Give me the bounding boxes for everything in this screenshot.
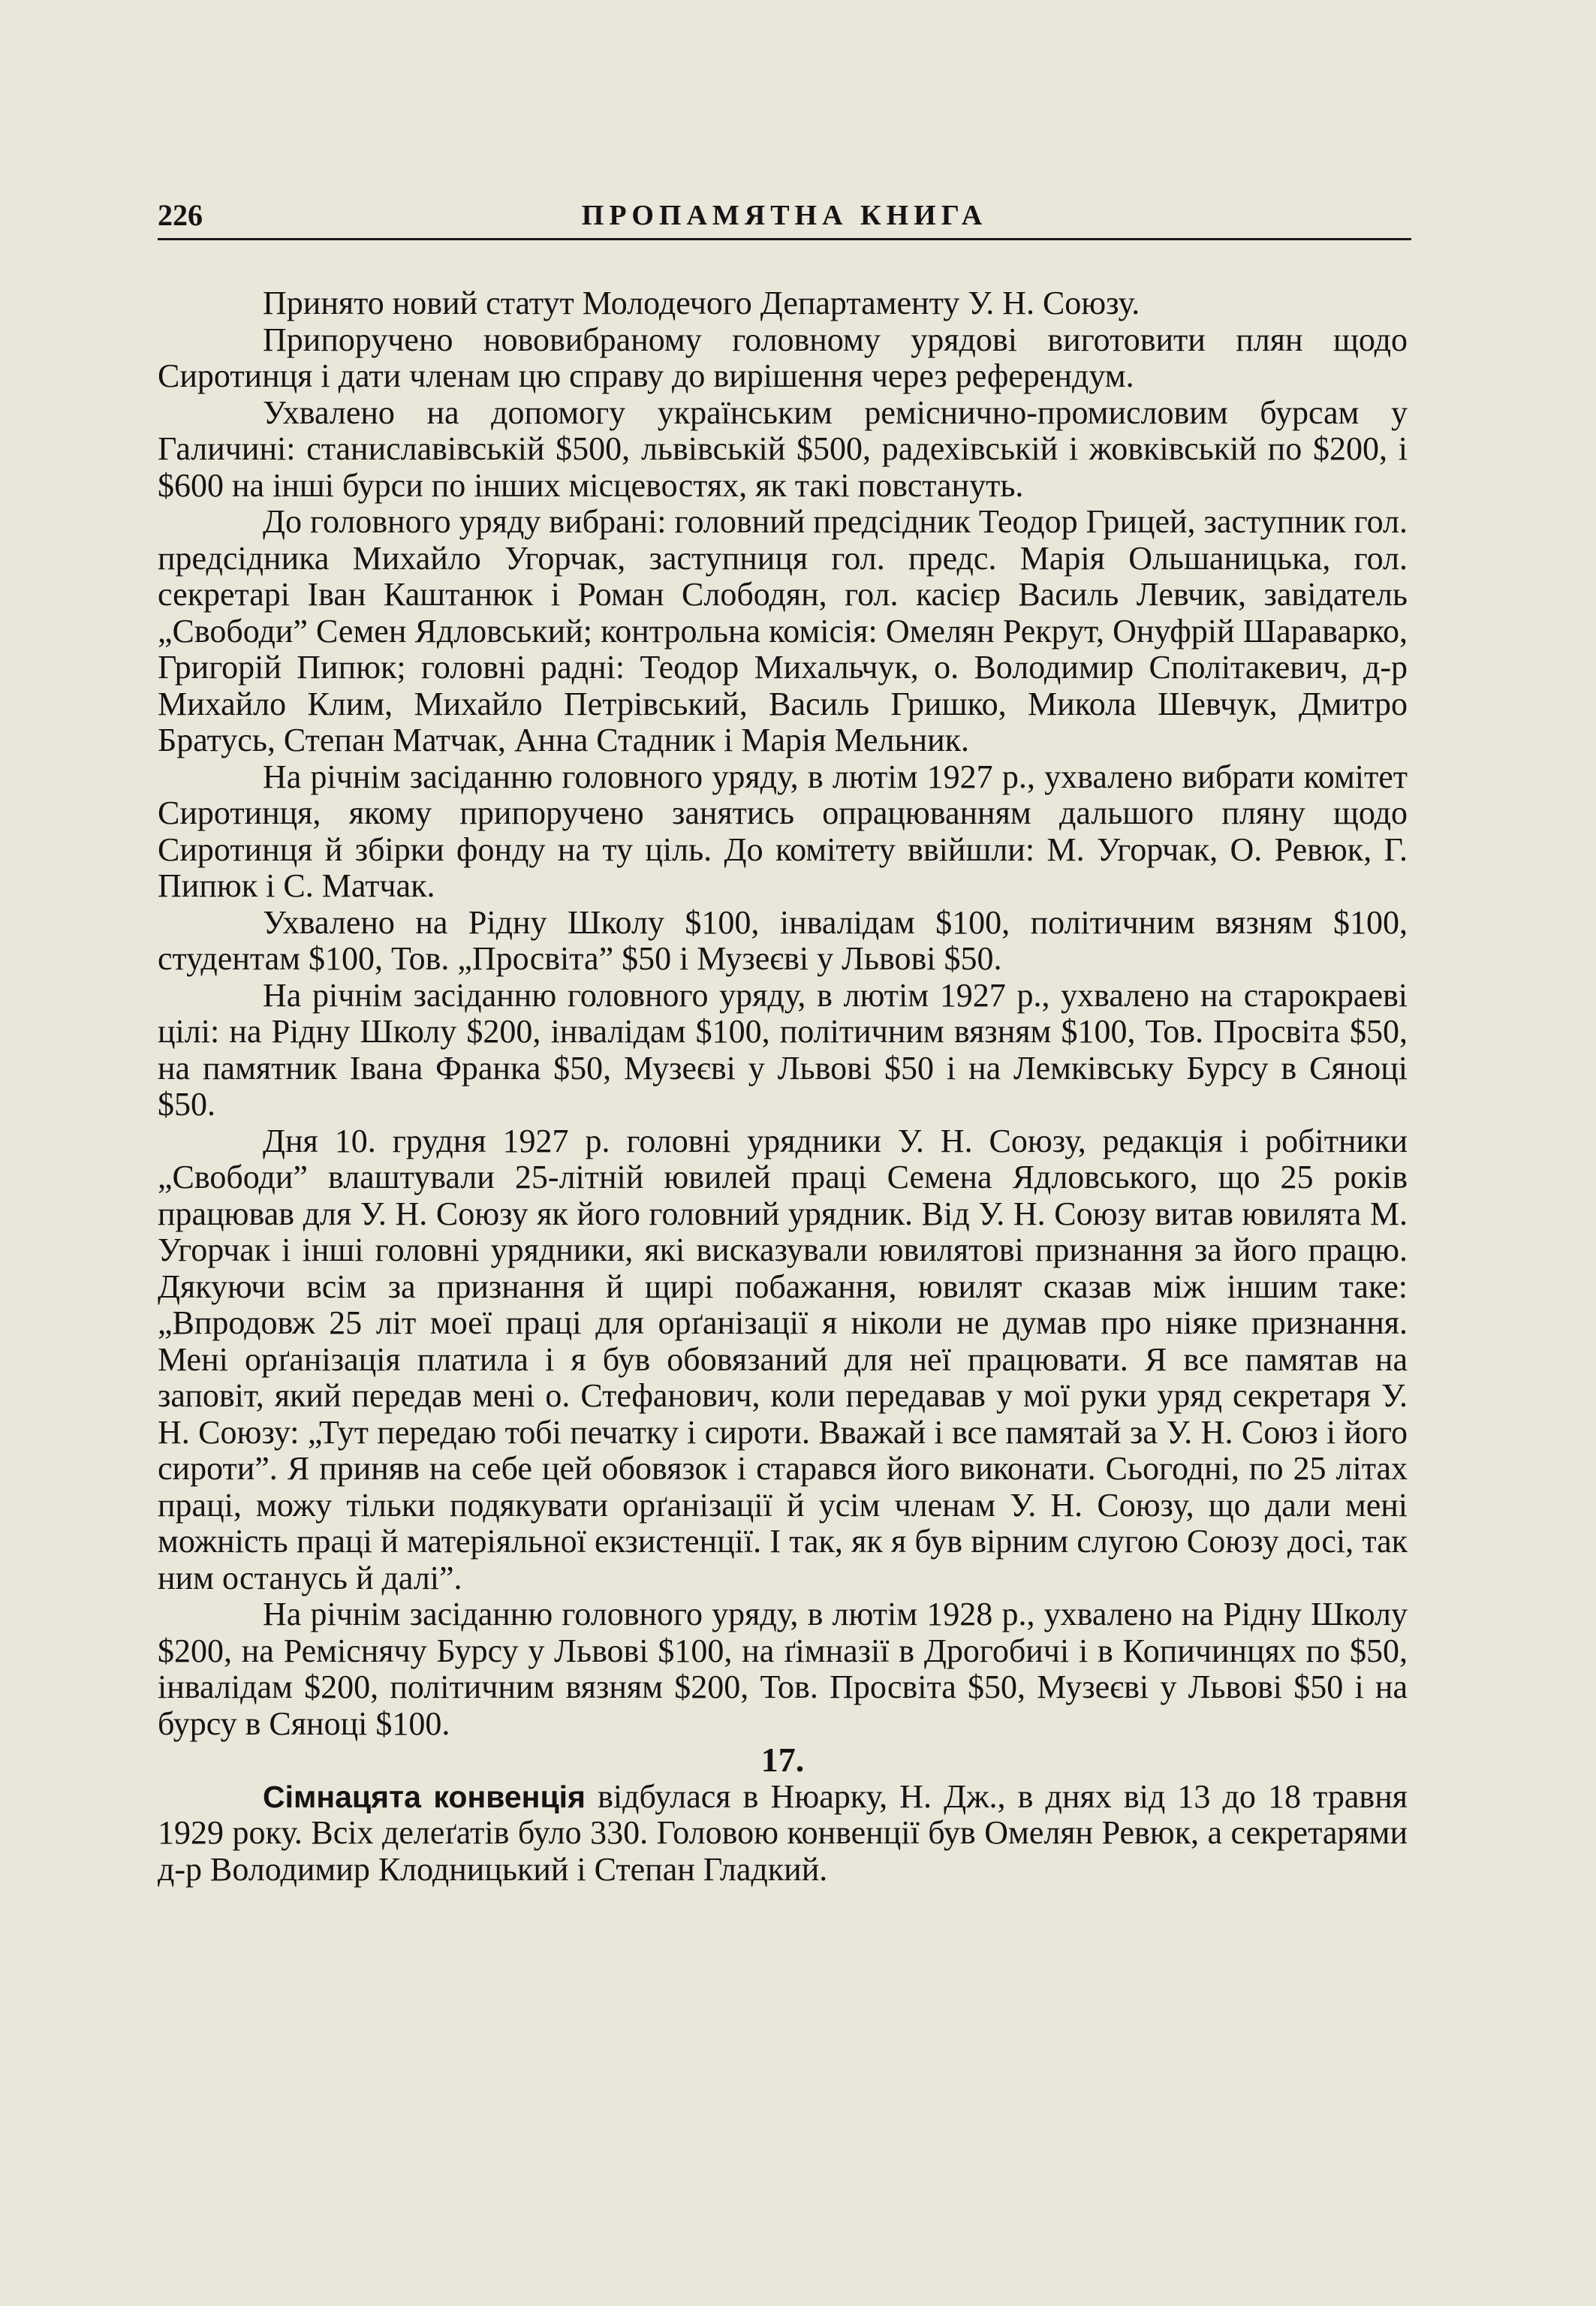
section-number: 17. <box>760 1741 805 1779</box>
paragraph: Ухвалено на Рідну Школу $100, інвалідам $100, політичним вязням $100, студентам $100, Тов. „Просвіта” $50 і Музеєві у Львові $50. <box>158 903 1408 977</box>
section-lead-bold: Сімнацята конвенція <box>263 1779 586 1814</box>
paragraph: На річнім засіданню головного уряду, в лютім 1927 р., ухвалено на старокраеві цілі: на Рідну Школу $200, інвалідам $100, політичним вязням $100, Тов. Просвіта $50, на памятник Івана Франка $50, Музеєві у Львові $50 і на Лемківську Бурсу в Сяноці $50. <box>158 976 1408 1123</box>
paragraph: Ухвалено на допомогу українським реміснично-промисловим бурсам у Галичині: станиславівській $500, львівській $500, радехівській і жовківській по $200, і $600 на інші бурси по інших місцевостях, як такі повстануть. <box>158 393 1408 504</box>
paragraph: Припоручено нововибраному головному урядові виготовити плян щодо Сиротинця і дати членам цю справу до вирішення через референдум. <box>158 321 1408 394</box>
paragraph: На річнім засіданню головного уряду, в лютім 1928 р., ухвалено на Рідну Школу $200, на Реміснячу Бурсу у Львові $100, на ґімназії в Дрогобичі і в Копичинцях по $50, інвалідам $200, політичним вязням $200, Тов. Просвіта $50, Музеєві у Львові $50 і на бурсу в Сяноці $100. <box>158 1596 1408 1742</box>
body-text <box>158 285 1408 1888</box>
running-title: ПРОПАМЯТНА КНИГА <box>581 200 988 231</box>
paragraph: До головного уряду вибрані: головний предсідник Теодор Грицей, заступник гол. предсідника Михайло Угорчак, заступниця гол. предс. Марія Ольшаницька, гол. секретарі Іван Каштанюк і Роман Слободян, гол. касієр Василь Левчик, завідатель „Свободи” Семен Ядловський; контрольна комісія: Омелян Рекрут, Онуфрій Шараварко, Григорій Пипюк; головні радні: Теодор Михальчук, о. Володимир Сполітакевич, д-р Михайло Клим, Михайло Петрівський, Василь Гришко, Микола Шевчук, Дмитро Братусь, Степан Матчак, Анна Стадник і Марія Мельник. <box>158 503 1408 758</box>
section-paragraph <box>158 1779 1408 1889</box>
page-header <box>158 191 1411 240</box>
paragraph: Дня 10. грудня 1927 р. головні урядники У. Н. Союзу, редакція і робітники „Свободи” влаштували 25-літній ювилей праці Семена Ядловського, що 25 років працював для У. Н. Союзу як його головний урядник. Від У. Н. Союзу витав ювилята М. Угорчак і інші головні урядники, які висказували ювилятові признання за його працю. Дякуючи всім за признання й щирі побажання, ювилят сказав між іншим таке: „Впродовж 25 літ моеї праці для орґанізації я ніколи не думав про ніяке признання. Мені орґанізація платила і я був обовязаний для неї працювати. Я все памятав на заповіт, який передав мені о. Стефанович, коли передавав у мої руки уряд секретаря У. Н. Союзу: „Тут передаю тобі печатку і сироти. Вважай і все памятай за У. Н. Союз і його сироти”. Я приняв на себе цей обовязок і старався його виконати. Сьогодні, по 25 літах праці, можу тільки подякувати орґанізації й усім членам У. Н. Союзу, що дали мені можність праці й матеріяльної екзистенції. І так, як я був вірним слугою Союзу досі, так ним останусь й далі”. <box>158 1122 1408 1596</box>
page-number: 226 <box>158 198 203 232</box>
paragraph: Принято новий статут Молодечого Департаменту У. Н. Союзу. <box>263 285 1140 321</box>
facing-page-bleed-through <box>1408 180 1596 2020</box>
section-text: відбулася в Нюарку, Н. Дж., в днях від 13 до 18 травня 1929 року. Всіх делеґатів було 330. Головою конвенції був Омелян Ревюк, а секретарями д-р Володимир Клодницький і Степан Гладкий. <box>158 1777 1408 1888</box>
paragraph: На річнім засіданню головного уряду, в лютім 1927 р., ухвалено вибрати комітет Сиротинця, якому припоручено занятись опрацюванням дальшого пляну щодо Сиротинця й збірки фонду на ту ціль. До комітету ввійшли: М. Угорчак, О. Ревюк, Г. Пипюк і С. Матчак. <box>158 758 1408 904</box>
